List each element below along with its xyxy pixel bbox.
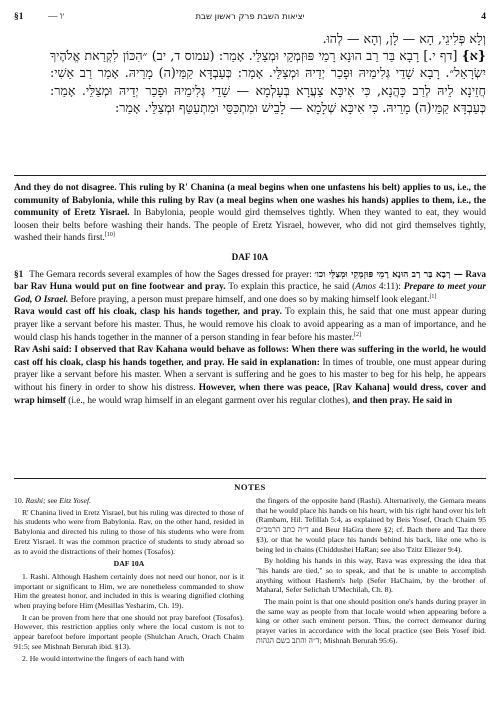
note-source-2: Eitz Yosef. (59, 496, 92, 505)
footnote-ref-2: [2] (354, 331, 362, 338)
hebrew-line-1: וְלָא פְּלִיגֵי, הָא — לָן, וְהָא — לְהוּ. (322, 31, 486, 46)
note-10-lead (14, 496, 244, 506)
section-1-ref: Amos (355, 282, 376, 293)
note-label: 10. (14, 496, 24, 505)
notes-section (14, 496, 486, 712)
running-header (14, 10, 486, 24)
note-see: see (45, 496, 60, 505)
english-text-block (14, 182, 486, 407)
note-paragraph: 2. He would intertwine the fingers of each hand with (22, 653, 185, 663)
section-1-paragraph (14, 269, 486, 307)
section-symbol: §1 (14, 269, 24, 280)
notes-column-right (256, 496, 486, 712)
hebrew-paragraph (50, 47, 486, 116)
section-marker: §1 (14, 12, 24, 22)
intro-bold: And they do not disagree. This ruling by R' Chanina (a meal begins when one unfastens his belt) applies to us, i.e., the community of Babylonia, while this ruling by Rav (a meal begins when one washes his hands) applies to them, i.e., the community of Eretz Yisrael. (14, 183, 486, 219)
notes-divider (14, 478, 486, 479)
ashi-bold-2: However, when there was peace, [Rav Kahana] would dress, cover and wrap himself (14, 382, 486, 406)
ashi-text: In times of trouble, one must appear during prayer like a servant before his master. When a servant is suffering and he goes to his master to beg for his help, he appears without his finery in order to show his distress. (14, 357, 486, 393)
rava-paragraph (14, 306, 486, 344)
note-paragraph: The main point is that one should position one's hands during prayer in the same way as people from that locale would when appearing before a king or other such eminent person. Thus, the correct demeanor during prayer varies in accordance with the local practice (see Beis Yosef ibid. ד״ה והתב בשם הגהות; Mishnah Berurah 95:6). (256, 597, 486, 645)
ashi-bold-3: and then pray. He said in (350, 395, 453, 406)
header-title: יציאות השבת פרק ראשון שבת (195, 12, 305, 22)
page-number: 4 (481, 12, 486, 22)
rav-ashi-paragraph (14, 344, 486, 407)
section-1-text-b: To explain this practice, he said ( (225, 282, 356, 293)
note-paragraph: It can be proven from here that one should not pray barefoot (Tosafos). However, this restriction applies only where the local custom is not to appear barefoot before important people (Shulchan Aruch, Orach Chaim 91:5; see Mishnah Berurah ibid. §13). (14, 612, 244, 651)
section-1-ref2: 4:11): (375, 282, 404, 293)
note-paragraph: R' Chanina lived in Eretz Yisrael, but his ruling was directed to those of his students who were from Babylonia. Rav, on the other hand, resided in Babylonia and directed his ruling to those of his students who were from Eretz Yisrael. It was the common practice of students to study abroad so as to avoid the distractions of their homes (Tosafos). (14, 507, 244, 556)
hebrew-daf-ref: [דף י.] (423, 48, 458, 64)
rava-bold: Rava would cast off his cloak, clasp his hands together, and pray. (14, 307, 282, 318)
note-paragraph: the fingers of the opposite hand (Rashi). Alternatively, the Gemara means that he would place his hands on his heart, with his right hand over his left (Rambam, Hil. Tefillah 5:4, as explained by Beis Yosef, Orach Chaim 95 ד״ה כתב הרמב״ם and Beur HaGra there §2; cf. Bach there and Taz there §3), or that he would place his hands behind his back, like one who is being led in chains (Chiddushei HaRan; see also Tzitz Eliezer 9:4). (256, 496, 486, 554)
section-1-lead: The Gemara records several examples of how the Sages dressed for prayer: (29, 269, 312, 280)
footnote-ref-1: [1] (429, 293, 437, 300)
intro-paragraph (14, 182, 486, 245)
hebrew-paragraph-text: רָבָא בַּר רַב הוּנָא רָמֵי פּוּזְמְקֵי וּמְצַלֵּי. אָמַר: (עמוס ד, יב) ״הִכּוֹן לִקְרַאת אֱלֹהֶיךָ יִשְׂרָאֵל״. רָבָא שָׁדֵי גְּלִימֵיהּ וּפָכַר יְדֵיהּ וּמְצַלֵּי. אָמַר: כְּעַבְדָּא קַמֵּי(ה) מָרֵיהּ. אָמַר רַב אַשִׁי: חֲזֵינָא לֵיהּ לְרַב כָּהֲנָא, כִּי אִיכָּא צַעֲרָא בְּעָלְמָא — שָׁדֵי גְּלִימֵיהּ וּפָכַר יְדֵיהּ וּמְצַלֵּי. אָמַר: כְּעַבְדָּא קַמֵּי(ה) מָרֵיהּ. כִּי אִיכָּא שְׁלָמָא — לָבֵישׁ וּמִתְכַּסֵּי וּמִתְעַטֵּף וּמְצַלֵּי. אָמַר: (50, 48, 486, 115)
note-paragraph: By holding his hands in this way, Rava was expressing the idea that "his hands are tied," so to speak, and that he is unable to accomplish anything without Hashem's help (Sefer HaChaim, by the brother of Maharal, Sefer Selichah U'Mechilah, Ch. 8). (256, 556, 486, 595)
section-1-text-c: Before praying, a person must prepare himself, and one does so by making himself look elegant. (68, 294, 430, 305)
note-source: Rashi; (25, 496, 46, 505)
hebrew-section-marker: — ׳ו (48, 12, 65, 22)
notes-column-left (14, 496, 244, 712)
section-1-hebrew: רָבָא בַּר רַב הוּנָא רָמֵי פּוּזְמְקֵי וּמְצַלֵּי וכו׳ — (314, 269, 463, 280)
intro-text: In Babylonia, people would gird themselves tightly. When they wanted to eat, they would loosen their belts before washing their hands. The people of Eretz Yisrael, however, who did not gird themselves tightly, washed their hands first. (14, 208, 486, 244)
notes-title: NOTES (234, 482, 266, 492)
footnote-ref-10: [10] (104, 232, 115, 239)
hebrew-paragraph-marker: {א} (461, 48, 486, 64)
hebrew-text-block (50, 30, 486, 116)
daf-heading: DAF 10A (231, 251, 269, 262)
section-1-verse: Prepare to meet your God, O Israel. (14, 282, 487, 305)
divider-rule (14, 175, 486, 176)
section-1-bold: Rava bar Rav Huna would put on fine footwear and pray. (14, 269, 486, 293)
notes-daf-heading: DAF 10A (113, 559, 145, 569)
ashi-text-2: (i.e., he would wrap himself in an elegant garment over his regular clothes), (65, 395, 351, 406)
rava-text: To explain this, he said that one must appear during prayer like a servant before his master. Thus, he would remove his cloak to avoid appearing as a man of importance, and he would clasp his hands together in the manner of a person standing in fear before his master. (14, 307, 486, 343)
note-paragraph: 1. Rashi. Although Hashem certainly does not need our honor, nor is it important or significant to Him, we are nonetheless commanded to show Him the greatest honor, and included in this is wearing dignified clothing when praying before Him (Mesillas Yesharim, Ch. 19). (14, 571, 244, 611)
ashi-bold: Rav Ashi said: I observed that Rav Kahana would behave as follows: When there was suffering in the world, he would cast off his cloak, clasp his hands together, and pray. He said in explanation: (14, 345, 486, 368)
